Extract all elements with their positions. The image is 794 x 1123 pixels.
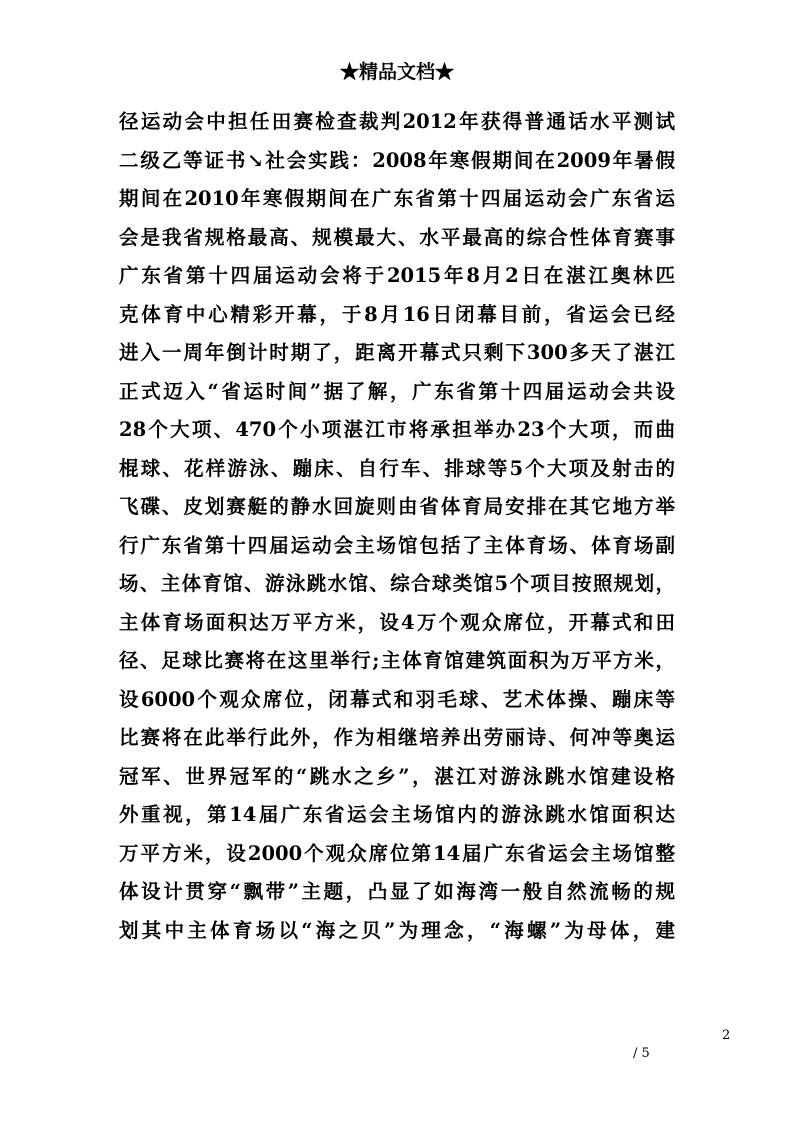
- body-line: 万平方米，设2000个观众席位第14届广东省运会主场馆整: [119, 841, 675, 865]
- body-line: 径运动会中担任田赛检查裁判2012年获得普通话水平测试: [119, 110, 675, 133]
- body-line: 场、主体育馆、游泳跳水馆、综合球类馆5个项目按照规划，: [119, 572, 675, 595]
- body-line: 正式迈入“省运时间”据了解，广东省第十四届运动会共设: [119, 379, 675, 403]
- body-line: 会是我省规格最高、规模最大、水平最高的综合性体育赛事: [119, 225, 675, 249]
- body-line: 冠军、世界冠军的“跳水之乡”，湛江对游泳跳水馆建设格: [119, 764, 675, 788]
- body-line: 体设计贯穿“飘带”主题，凸显了如海湾一般自然流畅的规: [119, 880, 675, 903]
- body-line: 二级乙等证书↘社会实践：2008年寒假期间在2009年暑假: [119, 148, 675, 172]
- page-total: / 5: [633, 1046, 650, 1061]
- body-line: 棍球、花样游泳、蹦床、自行车、排球等5个大项及射击的: [119, 456, 675, 480]
- body-line: 克体育中心精彩开幕，于8月16日闭幕目前，省运会已经: [119, 302, 675, 326]
- body-line: 划其中主体育场以“海之贝”为理念，“海螺”为母体，建: [119, 918, 675, 942]
- body-line: 行广东省第十四届运动会主场馆包括了主体育场、体育场副: [119, 533, 675, 557]
- body-line: 广东省第十四届运动会将于2015年8月2日在湛江奥林匹: [119, 264, 675, 287]
- body-line: 外重视，第14届广东省运会主场馆内的游泳跳水馆面积达: [119, 803, 675, 826]
- body-line: 设6000个观众席位，闭幕式和羽毛球、艺术体操、蹦床等: [119, 687, 675, 711]
- body-line: 进入一周年倒计时期了，距离开幕式只剩下300多天了湛江: [119, 341, 675, 364]
- body-line: 比赛将在此举行此外，作为相继培养出劳丽诗、何冲等奥运: [119, 726, 675, 749]
- body-line: 飞碟、皮划赛艇的静水回旋则由省体育局安排在其它地方举: [119, 495, 675, 518]
- document-body: [119, 103, 675, 950]
- body-line: 期间在2010年寒假期间在广东省第十四届运动会广东省运: [119, 187, 675, 210]
- page-number: 2: [722, 1028, 731, 1043]
- body-line: 径、足球比赛将在这里举行;主体育馆建筑面积为万平方米，: [119, 649, 675, 672]
- document-header-title: ★精品文档★: [339, 61, 454, 83]
- body-line: 主体育场面积达万平方米，设4万个观众席位，开幕式和田: [119, 610, 675, 634]
- body-line: 28个大项、470个小项湛江市将承担举办23个大项，而曲: [119, 418, 675, 441]
